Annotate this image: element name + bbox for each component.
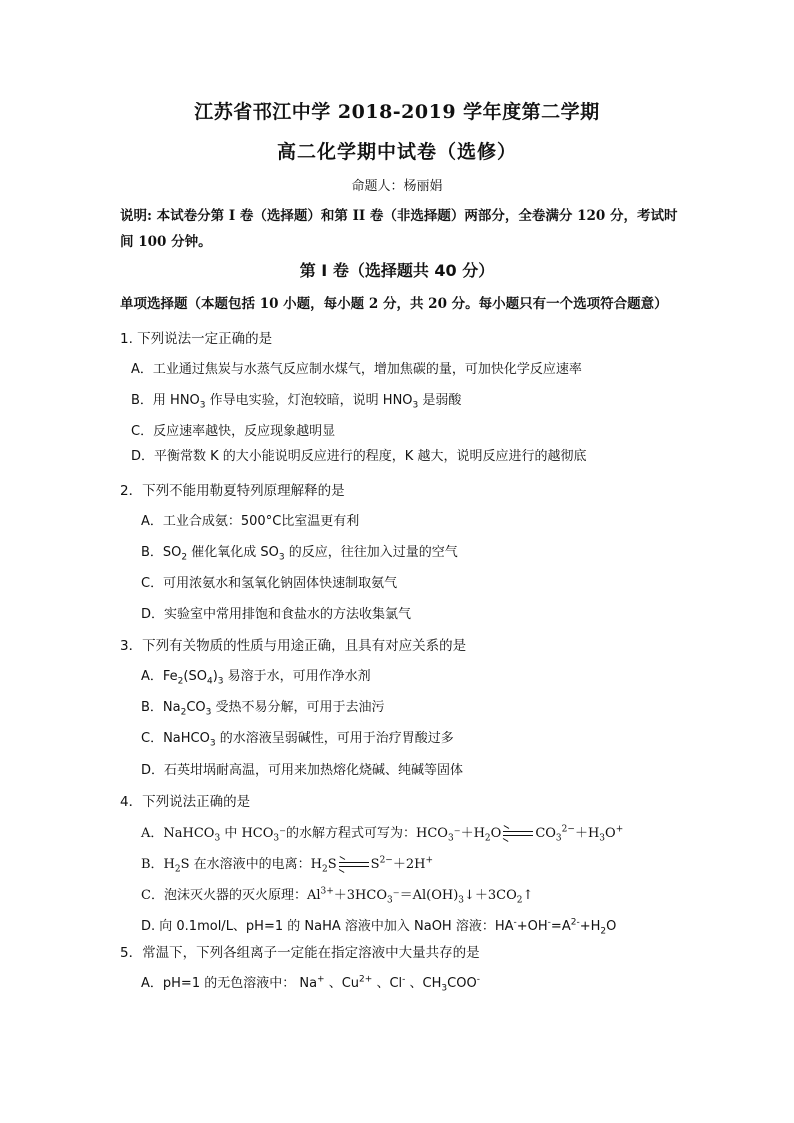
question-1-option-b: B．用 $HNO_3$ 作导电实验，灯泡较暗，说明 $HNO_3$ 是弱酸 bbox=[131, 393, 462, 411]
question-3-stem: 3．下列有关物质的性质与用途正确，且具有对应关系的是 bbox=[120, 638, 467, 654]
exam-title: 江苏省邗江中学 2018-2019 学年度第二学期 bbox=[194, 101, 600, 123]
question-3-option-d: D．石英坩埚耐高温，可用来加热熔化烧碱、纯碱等固体 bbox=[141, 763, 464, 778]
question-5-option-a: A．pH=1 的无色溶液中： Na+ 、$Cu^{2+}$ 、Cl- 、$CH_3COO^-$ bbox=[141, 974, 480, 994]
question-3-option-b: B．$Na_2CO_3$ 受热不易分解，可用于去油污 bbox=[141, 700, 385, 718]
question-4-option-b: B．$H_2S$ 在水溶液中的电离：$H_2S$ $S^{2-}+2H^+$ bbox=[141, 855, 433, 875]
question-3-option-a: A．$Fe_2(SO_4)_3$ 易溶于水，可用作净水剂 bbox=[141, 669, 371, 687]
question-4-option-d: D. 向 0.1mol/L、pH=1 的 NaHA 溶液中加入 NaOH 溶液：$HA^-+OH^-=A^{2-}+H_2O$ bbox=[141, 917, 617, 937]
question-1-option-d: D．平衡常数 K 的大小能说明反应进行的程度，K 越大，说明反应进行的越彻底 bbox=[131, 449, 587, 464]
question-4-option-a: A．NaHCO$_3$ 中 $HCO_3^-$的水解方程式可写为：$HCO_3^-+H_2O$ $CO_3^{2-}+H_3O^+$ bbox=[141, 824, 624, 844]
question-1-option-a: A．工业通过焦炭与水蒸气反应制水煤气，增加焦碳的量，可加快化学反应速率 bbox=[131, 362, 582, 377]
exam-subtitle: 高二化学期中试卷（选修） bbox=[276, 141, 517, 163]
question-1-stem: 1. 下列说法一定正确的是 bbox=[120, 331, 273, 347]
exam-note-line1: 说明: 本试卷分第 I 卷（选择题）和第 II 卷（非选择题）两部分，全卷满分 120 分，考试时 bbox=[120, 208, 678, 224]
equilibrium-arrow-icon bbox=[503, 829, 533, 839]
question-5-stem: 5．常温下，下列各组离子一定能在指定溶液中大量共存的是 bbox=[120, 945, 480, 961]
section-title: 第 I 卷（选择题共 40 分） bbox=[299, 261, 495, 280]
question-2-option-a: A．工业合成氨：500°C比室温更有利 bbox=[141, 514, 360, 529]
question-2-stem: 2．下列不能用勒夏特列原理解释的是 bbox=[120, 483, 345, 499]
equilibrium-arrow-icon bbox=[339, 860, 369, 870]
question-4-option-c: C．泡沫灭火器的灭火原理：$Al^{3+}+3HCO_3^-=Al(OH)_3↓+3CO_2↑$ bbox=[141, 886, 534, 906]
question-2-option-d: D．实验室中常用排饱和食盐水的方法收集氯气 bbox=[141, 607, 412, 622]
question-1-option-c: C．反应速率越快，反应现象越明显 bbox=[131, 424, 336, 439]
question-2-option-b: B．$SO_2$ 催化氧化成 $SO_3$ 的反应，往往加入过量的空气 bbox=[141, 545, 458, 563]
exam-note-line2: 间 100 分钟。 bbox=[120, 234, 212, 250]
question-3-option-c: C．NaHCO$_3$ 的水溶液呈弱碱性，可用于治疗胃酸过多 bbox=[141, 731, 454, 749]
question-4-stem: 4．下列说法正确的是 bbox=[120, 794, 251, 810]
section-instruction: 单项选择题（本题包括 10 小题，每小题 2 分，共 20 分。每小题只有一个选项符合题意） bbox=[120, 296, 668, 312]
exam-author: 命题人：杨丽娟 bbox=[351, 179, 443, 194]
question-2-option-c: C．可用浓氨水和氢氧化钠固体快速制取氨气 bbox=[141, 576, 398, 591]
